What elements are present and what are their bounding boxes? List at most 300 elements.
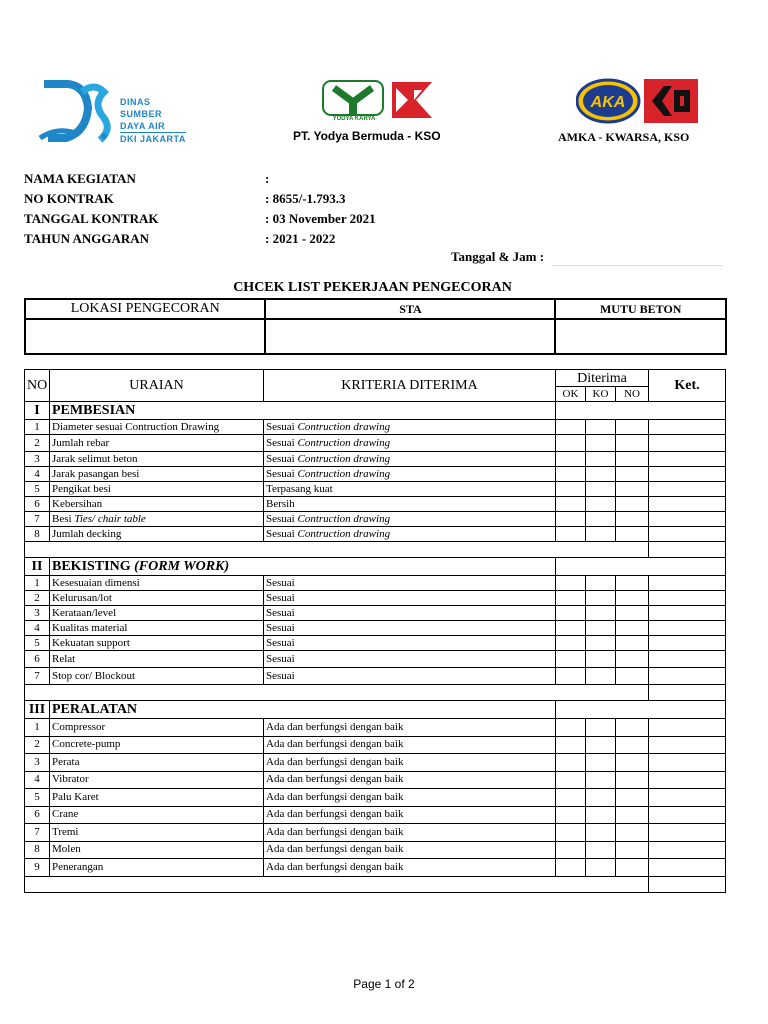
row-uraian [50, 576, 264, 591]
no-checkbox-cell[interactable] [616, 482, 649, 497]
blank-ket-cell [649, 876, 726, 892]
row-kriteria [264, 771, 556, 789]
ok-checkbox-cell[interactable] [556, 736, 586, 754]
col-no-sub-header: NO [616, 387, 649, 402]
ko-checkbox-cell[interactable] [586, 719, 616, 737]
uraian-text: Jarak selimut beton [52, 452, 138, 465]
table-row [25, 606, 726, 621]
section-number: II [25, 558, 50, 576]
table-row [25, 576, 726, 591]
amka-kwarsa-logo [576, 78, 700, 129]
ok-checkbox-cell[interactable] [556, 651, 586, 668]
row-number: 4 [25, 771, 50, 789]
ket-cell[interactable] [649, 576, 726, 591]
table-row [25, 859, 726, 877]
ok-checkbox-cell[interactable] [556, 467, 586, 482]
table-row [25, 736, 726, 754]
tanggal-jam-field[interactable] [553, 265, 723, 266]
ket-cell[interactable] [649, 806, 726, 824]
row-number: 3 [25, 754, 50, 772]
row-uraian [50, 452, 264, 467]
ket-cell[interactable] [649, 591, 726, 606]
row-uraian [50, 771, 264, 789]
kriteria-text: Ada dan berfungsi dengan baik [266, 825, 404, 838]
row-number: 3 [25, 452, 50, 467]
kriteria-text: Ada dan berfungsi dengan baik [266, 773, 404, 786]
row-kriteria [264, 512, 556, 527]
table-row [25, 482, 726, 497]
ket-cell[interactable] [649, 824, 726, 842]
ko-checkbox-cell[interactable] [586, 497, 616, 512]
ok-checkbox-cell[interactable] [556, 482, 586, 497]
row-kriteria [264, 668, 556, 685]
kriteria-text: Ada dan berfungsi dengan baik [266, 860, 404, 873]
row-number: 8 [25, 841, 50, 859]
checklist-title: CHCEK LIST PEKERJAAN PENGECORAN [233, 280, 512, 295]
ko-checkbox-cell[interactable] [586, 606, 616, 621]
ko-checkbox-cell[interactable] [586, 668, 616, 685]
row-uraian [50, 806, 264, 824]
col-ok-header: OK [556, 387, 586, 402]
uraian-text: Tremi [52, 825, 79, 838]
table-row [25, 824, 726, 842]
ket-cell[interactable] [649, 512, 726, 527]
table-row [25, 754, 726, 772]
uraian-text: Stop cor/ Blockout [52, 669, 136, 682]
mutu-beton-field[interactable] [555, 319, 726, 354]
table-row [25, 621, 726, 636]
row-number: 6 [25, 651, 50, 668]
no-checkbox-cell[interactable] [616, 467, 649, 482]
table-row [25, 841, 726, 859]
dsda-logo-text: DINAS SUMBER DAYA AIR DKI JAKARTA [120, 97, 186, 144]
uraian-text: Compressor [52, 720, 106, 733]
uraian-text: Kekuatan support [52, 636, 130, 649]
blank-ket-cell [649, 542, 726, 558]
col-kriteria-header: KRITERIA DITERIMA [264, 370, 556, 402]
kriteria-text: Bersih [266, 497, 295, 510]
ok-checkbox-cell[interactable] [556, 512, 586, 527]
uraian-text: Kelurusan/lot [52, 591, 112, 604]
kriteria-text: Sesuai [266, 527, 295, 540]
kriteria-text: Sesuai [266, 452, 295, 465]
table-row [25, 636, 726, 651]
kriteria-text: Sesuai [266, 652, 295, 665]
col-uraian-header: URAIAN [50, 370, 264, 402]
ko-checkbox-cell[interactable] [586, 527, 616, 542]
blank-row [25, 542, 726, 558]
row-number: 1 [25, 420, 50, 435]
section-number: III [25, 701, 50, 719]
checklist-table [24, 369, 726, 893]
kriteria-italic: Contruction drawing [297, 452, 391, 465]
row-kriteria [264, 591, 556, 606]
no-checkbox-cell[interactable] [616, 841, 649, 859]
row-kriteria [264, 482, 556, 497]
row-kriteria [264, 636, 556, 651]
row-kriteria [264, 527, 556, 542]
section-row-bekisting [25, 558, 726, 576]
table-row [25, 435, 726, 452]
ket-cell[interactable] [649, 452, 726, 467]
ko-checkbox-cell[interactable] [586, 651, 616, 668]
ket-cell[interactable] [649, 668, 726, 685]
uraian-text: Pengikat besi [52, 482, 111, 495]
row-kriteria [264, 467, 556, 482]
section-title-italic: (FORM WORK) [134, 559, 230, 574]
kriteria-text: Ada dan berfungsi dengan baik [266, 808, 404, 821]
kriteria-text: Sesuai [266, 591, 295, 604]
ok-checkbox-cell[interactable] [556, 420, 586, 435]
no-checkbox-cell[interactable] [616, 859, 649, 877]
ket-cell[interactable] [649, 621, 726, 636]
no-checkbox-cell[interactable] [616, 512, 649, 527]
uraian-text: Crane [52, 808, 79, 821]
yodya-karya-text: YODYA KARYA [332, 116, 376, 122]
ket-cell[interactable] [649, 719, 726, 737]
section-title-text: BEKISTING [52, 559, 131, 574]
yodya-karya-logo-icon [322, 80, 432, 120]
table-row [25, 789, 726, 807]
row-uraian [50, 754, 264, 772]
row-uraian [50, 606, 264, 621]
ket-cell[interactable] [649, 497, 726, 512]
blank-cell [25, 685, 649, 701]
row-uraian [50, 527, 264, 542]
ok-checkbox-cell[interactable] [556, 636, 586, 651]
table-row [25, 719, 726, 737]
sta-header: STA [265, 299, 555, 319]
col-ko-header: KO [586, 387, 616, 402]
uraian-text: Jumlah decking [52, 527, 122, 540]
blank-ket-cell [649, 685, 726, 701]
uraian-text: Molen [52, 843, 81, 856]
kriteria-text: Terpasang kuat [266, 482, 333, 495]
ok-checkbox-cell[interactable] [556, 841, 586, 859]
kso-left-name: PT. Yodya Bermuda - KSO [293, 129, 441, 143]
row-kriteria [264, 452, 556, 467]
section-number: I [25, 402, 50, 420]
ko-checkbox-cell[interactable] [586, 736, 616, 754]
ket-cell[interactable] [649, 859, 726, 877]
row-uraian [50, 636, 264, 651]
row-number: 2 [25, 736, 50, 754]
uraian-text: Palu Karet [52, 790, 99, 803]
no-checkbox-cell[interactable] [616, 651, 649, 668]
row-kriteria [264, 420, 556, 435]
kriteria-text: Ada dan berfungsi dengan baik [266, 790, 404, 803]
row-uraian [50, 841, 264, 859]
ket-cell[interactable] [649, 420, 726, 435]
row-kriteria [264, 621, 556, 636]
ko-checkbox-cell[interactable] [586, 576, 616, 591]
table-row [25, 497, 726, 512]
no-checkbox-cell[interactable] [616, 719, 649, 737]
no-checkbox-cell[interactable] [616, 621, 649, 636]
row-uraian [50, 789, 264, 807]
kriteria-text: Ada dan berfungsi dengan baik [266, 720, 404, 733]
ko-checkbox-cell[interactable] [586, 824, 616, 842]
kriteria-text: Ada dan berfungsi dengan baik [266, 755, 404, 768]
ok-checkbox-cell[interactable] [556, 859, 586, 877]
ok-checkbox-cell[interactable] [556, 621, 586, 636]
row-number: 2 [25, 435, 50, 452]
uraian-text: Perata [52, 755, 80, 768]
row-number: 5 [25, 789, 50, 807]
row-kriteria [264, 841, 556, 859]
uraian-text: Penerangan [52, 860, 104, 873]
ket-cell[interactable] [649, 789, 726, 807]
section-title-text: PEMBESIAN [52, 403, 136, 418]
row-number: 5 [25, 636, 50, 651]
row-kriteria [264, 754, 556, 772]
ko-checkbox-cell[interactable] [586, 841, 616, 859]
row-number: 9 [25, 859, 50, 877]
row-kriteria [264, 859, 556, 877]
row-kriteria [264, 736, 556, 754]
row-kriteria [264, 824, 556, 842]
no-checkbox-cell[interactable] [616, 606, 649, 621]
row-uraian [50, 736, 264, 754]
row-number: 7 [25, 668, 50, 685]
kriteria-text: Ada dan berfungsi dengan baik [266, 843, 404, 856]
row-uraian [50, 482, 264, 497]
ket-cell[interactable] [649, 736, 726, 754]
uraian-text: Relat [52, 652, 76, 665]
blank-cell [25, 876, 649, 892]
ok-checkbox-cell[interactable] [556, 668, 586, 685]
dsda-logo [38, 74, 198, 148]
kriteria-italic: Contruction drawing [297, 436, 391, 449]
ok-checkbox-cell[interactable] [556, 527, 586, 542]
ok-checkbox-cell[interactable] [556, 576, 586, 591]
page-footer: Page 1 of 2 [353, 977, 415, 991]
blank-row [25, 876, 726, 892]
ok-checkbox-cell[interactable] [556, 824, 586, 842]
kriteria-italic: Contruction drawing [297, 420, 391, 433]
section-row-pembesian [25, 402, 726, 420]
dsda-logo-icon [38, 74, 120, 148]
section-spacer [556, 558, 726, 576]
row-kriteria [264, 497, 556, 512]
table-row [25, 591, 726, 606]
ok-checkbox-cell[interactable] [556, 452, 586, 467]
row-number: 8 [25, 527, 50, 542]
uraian-text: Kerataan/level [52, 606, 117, 619]
section-title [50, 558, 556, 576]
section-spacer [556, 402, 726, 420]
row-number: 6 [25, 806, 50, 824]
row-uraian [50, 621, 264, 636]
ko-checkbox-cell[interactable] [586, 467, 616, 482]
table-row [25, 527, 726, 542]
no-checkbox-cell[interactable] [616, 789, 649, 807]
ok-checkbox-cell[interactable] [556, 591, 586, 606]
ok-checkbox-cell[interactable] [556, 806, 586, 824]
yodya-karya-logo [322, 80, 386, 118]
ko-checkbox-cell[interactable] [586, 482, 616, 497]
kriteria-text: Sesuai [266, 636, 295, 649]
ok-checkbox-cell[interactable] [556, 754, 586, 772]
row-kriteria [264, 576, 556, 591]
table-row [25, 806, 726, 824]
kriteria-text: Sesuai [266, 512, 295, 525]
ko-checkbox-cell[interactable] [586, 591, 616, 606]
row-uraian [50, 651, 264, 668]
kriteria-text: Ada dan berfungsi dengan baik [266, 738, 404, 751]
no-checkbox-cell[interactable] [616, 576, 649, 591]
row-kriteria [264, 789, 556, 807]
no-checkbox-cell[interactable] [616, 452, 649, 467]
kriteria-text: Sesuai [266, 576, 295, 589]
row-number: 7 [25, 512, 50, 527]
ko-checkbox-cell[interactable] [586, 859, 616, 877]
row-kriteria [264, 606, 556, 621]
ket-cell[interactable] [649, 771, 726, 789]
ket-cell[interactable] [649, 527, 726, 542]
ko-checkbox-cell[interactable] [586, 806, 616, 824]
row-kriteria [264, 651, 556, 668]
row-number: 3 [25, 606, 50, 621]
ko-checkbox-cell[interactable] [586, 771, 616, 789]
table-row [25, 668, 726, 685]
uraian-text: Kebersihan [52, 497, 103, 510]
kriteria-text: Sesuai [266, 606, 295, 619]
no-checkbox-cell[interactable] [616, 754, 649, 772]
row-uraian [50, 719, 264, 737]
ko-checkbox-cell[interactable] [586, 789, 616, 807]
no-checkbox-cell[interactable] [616, 636, 649, 651]
row-uraian [50, 512, 264, 527]
lokasi-table [24, 298, 727, 355]
row-number: 7 [25, 824, 50, 842]
amka-kwarsa-logo-icon [576, 78, 700, 124]
ko-checkbox-cell[interactable] [586, 621, 616, 636]
table-row [25, 512, 726, 527]
ok-checkbox-cell[interactable] [556, 606, 586, 621]
uraian-text: Jumlah rebar [52, 436, 110, 449]
blank-row [25, 685, 726, 701]
kriteria-text: Sesuai [266, 436, 295, 449]
ket-cell[interactable] [649, 467, 726, 482]
table-row [25, 452, 726, 467]
section-title-text: PERALATAN [52, 702, 138, 717]
ket-cell[interactable] [649, 841, 726, 859]
uraian-text: Jarak pasangan besi [52, 467, 140, 480]
row-uraian [50, 668, 264, 685]
col-diterima-header: Diterima [556, 370, 649, 387]
kriteria-text: Sesuai [266, 467, 295, 480]
section-title [50, 402, 556, 420]
ko-checkbox-cell[interactable] [586, 452, 616, 467]
lokasi-header: LOKASI PENGECORAN [25, 299, 265, 319]
no-checkbox-cell[interactable] [616, 668, 649, 685]
kriteria-italic: Contruction drawing [297, 467, 391, 480]
no-checkbox-cell[interactable] [616, 736, 649, 754]
no-checkbox-cell[interactable] [616, 591, 649, 606]
table-row [25, 771, 726, 789]
uraian-italic: Ties/ chair table [74, 512, 146, 525]
kriteria-italic: Contruction drawing [297, 527, 391, 540]
no-checkbox-cell[interactable] [616, 435, 649, 452]
tanggal-jam-label: Tanggal & Jam : [451, 249, 545, 264]
table-row [25, 651, 726, 668]
uraian-text: Vibrator [52, 773, 89, 786]
kriteria-text: Sesuai [266, 669, 295, 682]
col-no-header: NO [25, 370, 50, 402]
no-checkbox-cell[interactable] [616, 806, 649, 824]
ket-cell[interactable] [649, 754, 726, 772]
row-number: 1 [25, 576, 50, 591]
ket-cell[interactable] [649, 435, 726, 452]
row-number: 1 [25, 719, 50, 737]
kriteria-italic: Contruction drawing [297, 512, 391, 525]
kriteria-text: Sesuai [266, 621, 295, 634]
no-checkbox-cell[interactable] [616, 497, 649, 512]
ok-checkbox-cell[interactable] [556, 497, 586, 512]
kso-right-name: AMKA - KWARSA, KSO [558, 130, 690, 144]
row-number: 6 [25, 497, 50, 512]
col-ket-header: Ket. [649, 370, 726, 402]
row-number: 2 [25, 591, 50, 606]
section-spacer [556, 701, 726, 719]
uraian-text: Kesesuaian dimensi [52, 576, 140, 589]
no-checkbox-cell[interactable] [616, 824, 649, 842]
uraian-text: Diameter sesuai Contruction Drawing [52, 420, 220, 433]
section-row-peralatan [25, 701, 726, 719]
row-kriteria [264, 806, 556, 824]
uraian-text: Kualitas material [52, 621, 128, 634]
kriteria-text: Sesuai [266, 420, 295, 433]
sta-field[interactable] [265, 319, 555, 354]
no-checkbox-cell[interactable] [616, 420, 649, 435]
row-uraian [50, 435, 264, 452]
table-row [25, 467, 726, 482]
ok-checkbox-cell[interactable] [556, 771, 586, 789]
mutu-beton-header: MUTU BETON [555, 299, 726, 319]
ko-checkbox-cell[interactable] [586, 512, 616, 527]
ket-cell[interactable] [649, 651, 726, 668]
no-checkbox-cell[interactable] [616, 771, 649, 789]
lokasi-field[interactable] [25, 319, 265, 354]
section-title [50, 701, 556, 719]
uraian-text: Concrete-pump [52, 738, 121, 751]
row-number: 5 [25, 482, 50, 497]
row-kriteria [264, 719, 556, 737]
uraian-text: Besi [52, 512, 72, 525]
ket-cell[interactable] [649, 636, 726, 651]
row-uraian [50, 467, 264, 482]
row-kriteria [264, 435, 556, 452]
ko-checkbox-cell[interactable] [586, 754, 616, 772]
table-row [25, 420, 726, 435]
ok-checkbox-cell[interactable] [556, 789, 586, 807]
ket-cell[interactable] [649, 482, 726, 497]
aka-text: AKA [590, 94, 626, 111]
ko-checkbox-cell[interactable] [586, 636, 616, 651]
row-uraian [50, 497, 264, 512]
ko-checkbox-cell[interactable] [586, 420, 616, 435]
ko-checkbox-cell[interactable] [586, 435, 616, 452]
ok-checkbox-cell[interactable] [556, 719, 586, 737]
no-checkbox-cell[interactable] [616, 527, 649, 542]
row-uraian [50, 824, 264, 842]
row-number: 4 [25, 467, 50, 482]
row-uraian [50, 420, 264, 435]
row-uraian [50, 591, 264, 606]
ket-cell[interactable] [649, 606, 726, 621]
ok-checkbox-cell[interactable] [556, 435, 586, 452]
